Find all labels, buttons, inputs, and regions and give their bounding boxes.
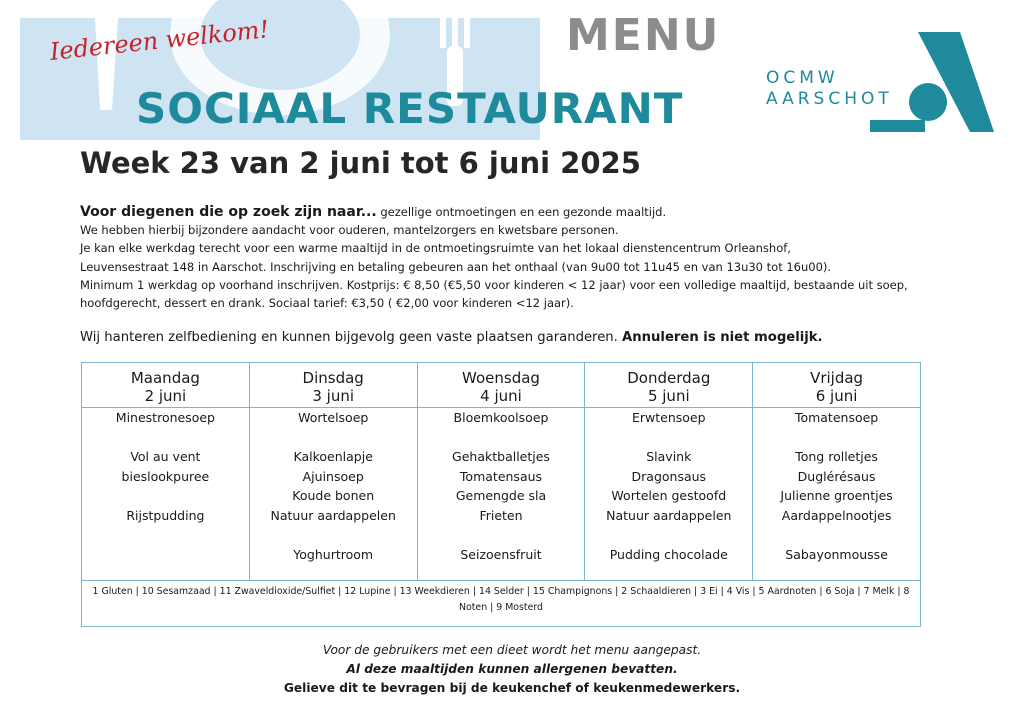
intro-line-6: hoofdgerecht, dessert en drank. Sociaal tarief: €3,50 ( €2,00 voor kinderen <12 jaar). [80, 296, 574, 311]
main-dish: Natuur aardappelen [606, 507, 732, 523]
main-dish: Tong rolletjes [795, 449, 878, 464]
main-dish: Duglérésaus [797, 468, 876, 484]
main-dish: Kalkoenlapje [293, 449, 373, 464]
main-dish: Natuur aardappelen [270, 507, 396, 523]
policy-bold: Annuleren is niet mogelijk. [622, 330, 823, 345]
day-column-friday [753, 363, 920, 580]
main-dish: Aardappelnootjes [781, 507, 892, 523]
intro-line-5: Minimum 1 werkdag op voorhand inschrijven. Kostprijs: € 8,50 (€5,50 voor kinderen < 12 jaar) voor een volledige maaltijd, bestaande uit soep, [80, 277, 908, 292]
main-dish: Vol au vent [130, 449, 201, 464]
intro-text [80, 203, 940, 312]
main-dish: Julienne groentjes [780, 488, 893, 503]
week-title: Week 23 van 2 juni tot 6 juni 2025 [80, 146, 641, 180]
footer-allergen-warning: Al deze maaltijden kunnen allergenen bevatten. [346, 662, 678, 676]
soup: Tomatensoep [794, 410, 879, 425]
soup: Minestronesoep [115, 410, 215, 425]
intro-lead-bold: Voor diegenen die op zoek zijn naar... [80, 204, 377, 220]
soup: Wortelsoep [298, 410, 369, 425]
dessert: Seizoensfruit [460, 546, 542, 562]
ocmw-logo-icon [870, 32, 994, 136]
footer-contact-note: Gelieve dit te bevragen bij de keukenchef of keukenmedewerkers. [283, 681, 741, 695]
day-name: Maandag [130, 369, 200, 387]
policy-note [80, 330, 823, 345]
dessert: Yoghurtroom [293, 546, 374, 562]
dessert: Rijstpudding [126, 507, 205, 523]
main-dish: Tomatensaus [459, 468, 543, 484]
main-dish: Slavink [646, 449, 692, 464]
day-name: Dinsdag [302, 369, 364, 387]
day-date: 2 juni [82, 387, 249, 408]
day-column-thursday [585, 363, 753, 580]
day-date: 3 juni [250, 387, 417, 408]
intro-line-3: Je kan elke werkdag terecht voor een warme maaltijd in de ontmoetingsruimte van het lokaal dienstencentrum Orleanshof, [80, 241, 791, 256]
menu-table [81, 362, 921, 627]
day-name: Donderdag [627, 369, 711, 387]
day-column-tuesday [250, 363, 418, 580]
day-name: Woensdag [462, 369, 540, 387]
days-row [82, 363, 920, 580]
day-date: 6 juni [753, 387, 920, 408]
menu-heading: MENU [566, 10, 721, 61]
main-dish: Frieten [479, 507, 523, 523]
main-dish: Wortelen gestoofd [611, 488, 727, 503]
intro-lead-rest: gezellige ontmoetingen en een gezonde maaltijd. [376, 205, 667, 219]
dessert: Sabayonmousse [785, 546, 888, 562]
policy-text: Wij hanteren zelfbediening en kunnen bijgevolg geen vaste plaatsen garanderen. [80, 330, 623, 345]
dessert: Pudding chocolade [609, 546, 728, 562]
footer-notes [0, 641, 1024, 698]
restaurant-title: SOCIAAL RESTAURANT [136, 84, 684, 133]
day-name: Vrijdag [810, 369, 864, 387]
intro-line-2: We hebben hierbij bijzondere aandacht voor ouderen, mantelzorgers en kwetsbare personen. [80, 223, 619, 238]
main-dish: Gehaktballetjes [452, 449, 550, 464]
footer-diet-note: Voor de gebruikers met een dieet wordt het menu aangepast. [322, 643, 702, 657]
welcome-handwriting: Iedereen welkom! [48, 15, 271, 66]
main-dish: Dragonsaus [631, 468, 707, 484]
intro-line-4: Leuvensestraat 148 in Aarschot. Inschrijving en betaling gebeuren aan het onthaal (van 9u00 tot 11u45 en van 13u30 tot 16u00). [80, 259, 832, 274]
logo-line-1: OCMW [766, 68, 839, 88]
day-date: 5 juni [585, 387, 752, 408]
day-column-monday [82, 363, 250, 580]
logo-line-2: AARSCHOT [766, 89, 893, 109]
soup: Bloemkoolsoep [453, 410, 549, 425]
main-dish: Ajuinsoep [302, 468, 364, 484]
day-date: 4 juni [418, 387, 585, 408]
day-column-wednesday [418, 363, 586, 580]
main-dish: bieslookpuree [121, 468, 210, 484]
allergen-legend: 1 Gluten | 10 Sesamzaad | 11 Zwaveldioxide/Sulfiet | 12 Lupine | 13 Weekdieren | 14 Selder | 15 Champignons | 2 Schaaldieren | 3 Ei | 4 Vis | 5 Aardnoten | 6 Soja | 7 Melk | 8 Noten | 9 Mosterd [82, 580, 920, 626]
soup: Erwtensoep [632, 410, 706, 425]
main-dish: Koude bonen [292, 488, 375, 503]
main-dish: Gemengde sla [455, 488, 547, 503]
